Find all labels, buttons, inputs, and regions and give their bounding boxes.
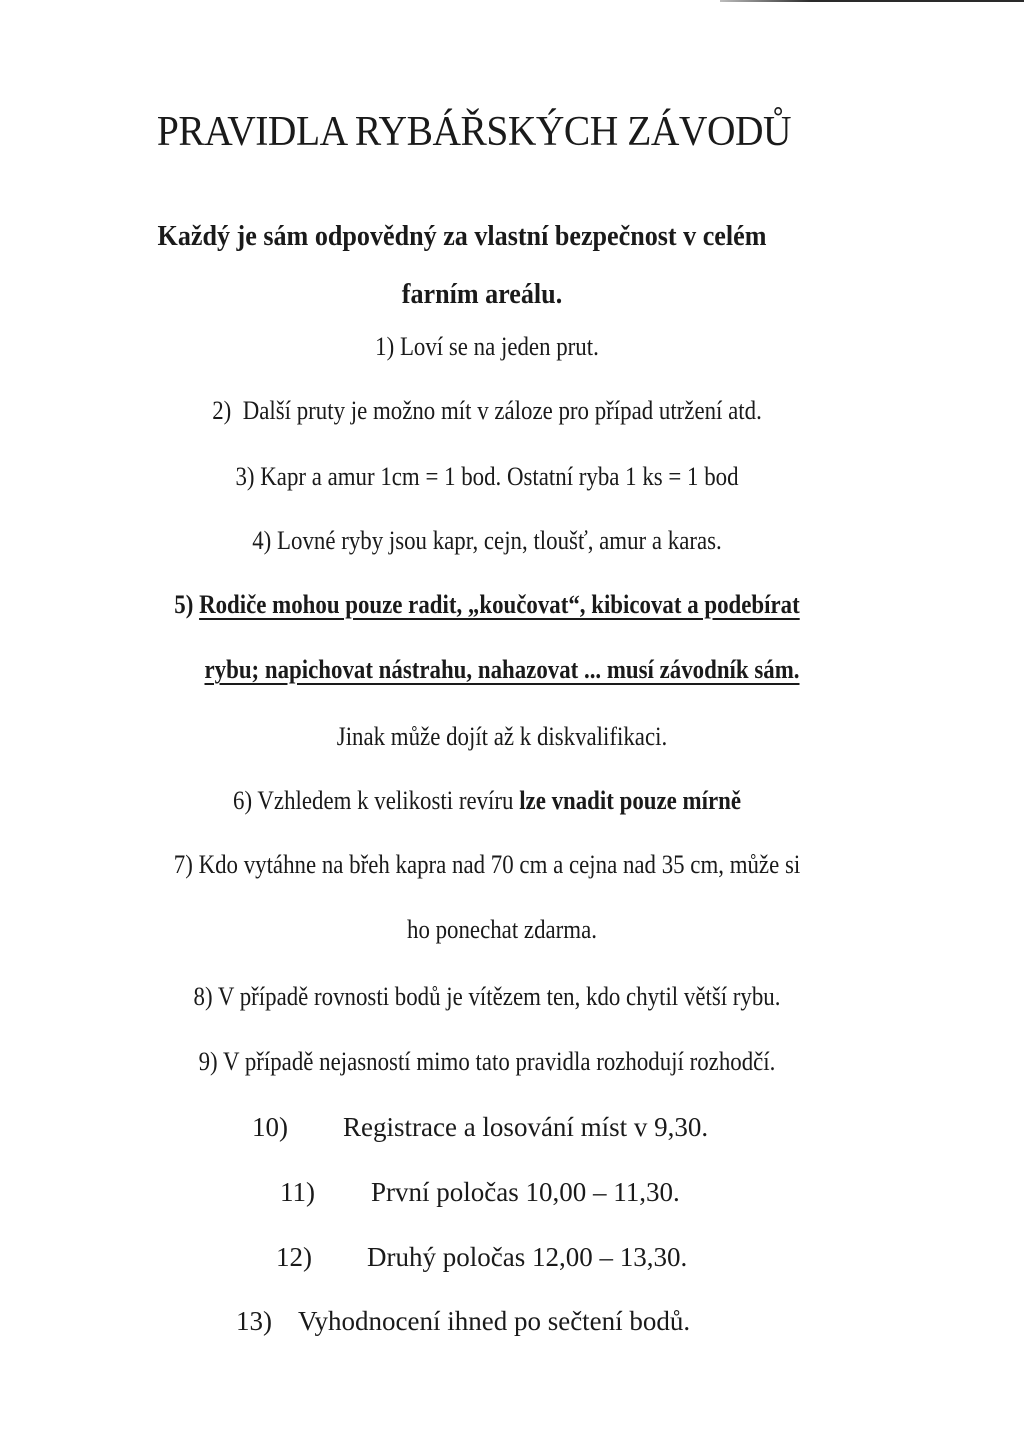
schedule-text: Registrace a losování míst v 9,30. [343, 1112, 709, 1142]
rule-1 [36, 332, 937, 362]
rule-5-line-1 [36, 590, 937, 620]
rule-5-line-2 [51, 655, 952, 685]
rule-6 [36, 786, 937, 816]
rule-text: V případě rovnosti bodů je vítězem ten, kdo chytil větší rybu. [217, 982, 781, 1011]
schedule-number: 11) [280, 1177, 315, 1207]
schedule-number: 10) [252, 1112, 288, 1142]
rule-number: 4) [252, 526, 272, 555]
rule-text: Loví se na jeden prut. [399, 332, 599, 361]
rule-text-underlined: Rodiče mohou pouze radit, „koučovat“, kibicovat a podebírat [199, 590, 800, 619]
rule-8 [36, 982, 937, 1012]
scan-edge-mark [720, 0, 1024, 2]
rule-7-line-2: ho ponechat zdarma. [407, 915, 597, 944]
rule-text: Vzhledem k velikosti revíru [257, 786, 514, 815]
rule-text: Další pruty je možno mít v záloze pro případ utržení atd. [242, 396, 762, 425]
safety-notice-line-2: farním areálu. [401, 278, 563, 310]
rule-5-line-3: Jinak může dojít až k diskvalifikaci. [336, 722, 668, 751]
rule-9 [36, 1047, 937, 1077]
schedule-number: 12) [276, 1242, 312, 1272]
rule-text-underlined: rybu; napichovat nástrahu, nahazovat ... musí závodník sám. [204, 655, 800, 684]
rule-7-line-1 [36, 850, 937, 880]
rule-3 [36, 462, 937, 492]
rule-text: V případě nejasností mimo tato pravidla rozhodují rozhodčí. [222, 1047, 776, 1076]
rule-number: 2) [212, 396, 232, 425]
schedule-number: 13) [236, 1306, 272, 1336]
rule-text: Kapr a amur 1cm = 1 bod. Ostatní ryba 1 ks = 1 bod [260, 462, 739, 491]
rule-number: 7) [173, 850, 193, 879]
rule-number: 3) [235, 462, 255, 491]
schedule-text: Vyhodnocení ihned po sečtení bodů. [298, 1306, 691, 1336]
rule-number: 5) [174, 590, 194, 619]
rule-text-bold: lze vnadit pouze mírně [519, 786, 741, 815]
safety-notice-line-1: Každý je sám odpovědný za vlastní bezpečnost v celém [157, 220, 767, 252]
rule-number: 1) [375, 332, 395, 361]
rule-text: Lovné ryby jsou kapr, cejn, tloušť, amur a karas. [277, 526, 722, 555]
rule-number: 6) [233, 786, 253, 815]
rule-text: Kdo vytáhne na břeh kapra nad 70 cm a cejna nad 35 cm, může si [198, 850, 801, 879]
schedule-text: První poločas 10,00 – 11,30. [371, 1177, 680, 1207]
rule-4 [36, 526, 937, 556]
rule-number: 8) [193, 982, 213, 1011]
schedule-text: Druhý poločas 12,00 – 13,30. [367, 1242, 688, 1272]
rule-2 [36, 396, 937, 426]
page-title: PRAVIDLA RYBÁŘSKÝCH ZÁVODŮ [156, 109, 792, 155]
rule-number: 9) [198, 1047, 218, 1076]
